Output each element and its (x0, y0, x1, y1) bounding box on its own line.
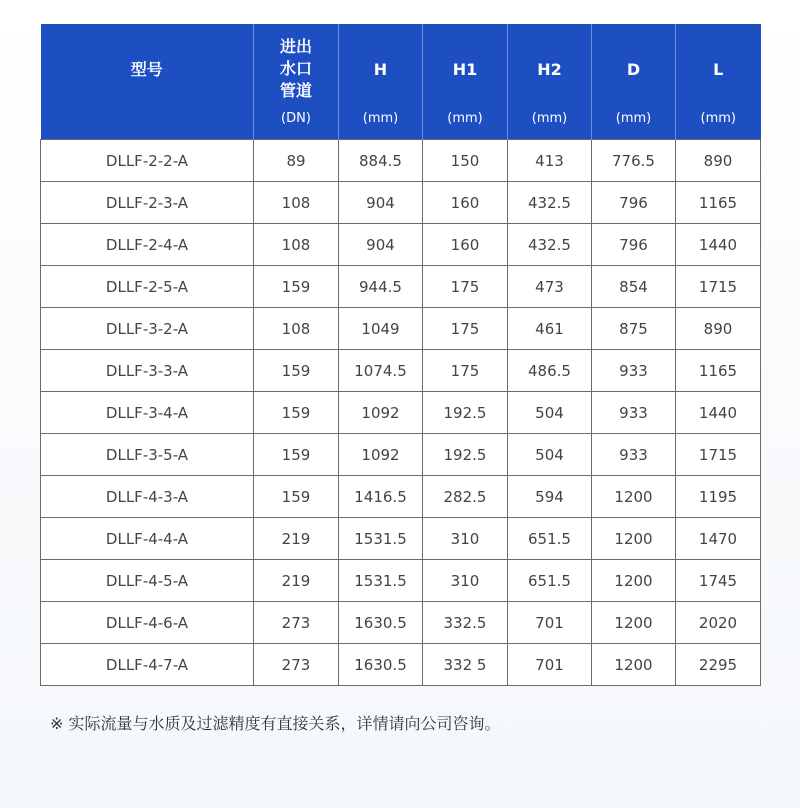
table-cell: 1200 (592, 518, 676, 560)
table-cell: 890 (676, 140, 761, 182)
table-cell: 933 (592, 434, 676, 476)
column-header (676, 24, 761, 140)
table-cell: 192.5 (423, 392, 508, 434)
table-cell: 175 (423, 308, 508, 350)
table-cell: 159 (254, 434, 339, 476)
table-cell: 273 (254, 644, 339, 686)
table-header (41, 24, 761, 140)
table-cell: 1416.5 (339, 476, 423, 518)
table-cell: 282.5 (423, 476, 508, 518)
table-cell: 701 (508, 644, 592, 686)
table-cell: DLLF-2-4-A (41, 224, 254, 266)
table-cell: 875 (592, 308, 676, 350)
table-cell: 854 (592, 266, 676, 308)
table-cell: 1440 (676, 392, 761, 434)
column-header-unit: (mm) (362, 111, 399, 126)
column-header (339, 24, 423, 140)
table-cell: 160 (423, 224, 508, 266)
table-row (41, 644, 761, 686)
column-header-unit: (DN) (281, 111, 311, 126)
table-cell: 776.5 (592, 140, 676, 182)
table-cell: 890 (676, 308, 761, 350)
table-cell: 1715 (676, 266, 761, 308)
column-header (508, 24, 592, 140)
table-cell: 175 (423, 350, 508, 392)
table-cell: 1440 (676, 224, 761, 266)
table-cell: 594 (508, 476, 592, 518)
table-cell: 651.5 (508, 560, 592, 602)
column-header-label: H2 (537, 60, 562, 79)
table-cell: 904 (339, 224, 423, 266)
column-header-label: 型号 (130, 60, 163, 79)
table-cell: 796 (592, 224, 676, 266)
table-cell: 461 (508, 308, 592, 350)
table-row (41, 518, 761, 560)
column-header-unit: (mm) (531, 111, 568, 126)
table-cell: 473 (508, 266, 592, 308)
table-cell: 486.5 (508, 350, 592, 392)
table-row (41, 224, 761, 266)
column-header-label: H1 (452, 60, 478, 79)
table-cell: DLLF-3-3-A (41, 350, 254, 392)
table-cell: 884.5 (339, 140, 423, 182)
table-cell: DLLF-4-3-A (41, 476, 254, 518)
table-cell: 1630.5 (339, 644, 423, 686)
table-cell: 1200 (592, 644, 676, 686)
column-header-unit: (mm) (615, 111, 652, 126)
table-cell: 1745 (676, 560, 761, 602)
table-cell: 1195 (676, 476, 761, 518)
table-cell: 108 (254, 182, 339, 224)
table-cell: DLLF-3-5-A (41, 434, 254, 476)
table-cell: 273 (254, 602, 339, 644)
table-cell: 219 (254, 560, 339, 602)
table-row (41, 266, 761, 308)
table-cell: 89 (254, 140, 339, 182)
table-cell: 504 (508, 434, 592, 476)
table-cell: 1200 (592, 476, 676, 518)
table-cell: 160 (423, 182, 508, 224)
table-cell: 1200 (592, 602, 676, 644)
table-cell: 1531.5 (339, 560, 423, 602)
table-cell: 2020 (676, 602, 761, 644)
table-cell: 175 (423, 266, 508, 308)
table-cell: DLLF-4-4-A (41, 518, 254, 560)
table-cell: 108 (254, 308, 339, 350)
spec-table (40, 24, 761, 686)
footnote: ※ 实际流量与水质及过滤精度有直接关系，详情请向公司咨询。 (50, 714, 501, 733)
table-cell: 1165 (676, 350, 761, 392)
table-cell: 1074.5 (339, 350, 423, 392)
column-header (41, 24, 254, 140)
table-row (41, 392, 761, 434)
table-cell: 413 (508, 140, 592, 182)
table-cell: 1715 (676, 434, 761, 476)
table-cell: 432.5 (508, 224, 592, 266)
table-cell: 504 (508, 392, 592, 434)
table-cell: DLLF-2-2-A (41, 140, 254, 182)
table-cell: DLLF-4-7-A (41, 644, 254, 686)
table-cell: DLLF-4-5-A (41, 560, 254, 602)
table-cell: 150 (423, 140, 508, 182)
table-cell: 933 (592, 392, 676, 434)
table-row (41, 182, 761, 224)
table-cell: 1092 (339, 392, 423, 434)
table-cell: DLLF-3-2-A (41, 308, 254, 350)
table-cell: 432.5 (508, 182, 592, 224)
table-cell: DLLF-2-5-A (41, 266, 254, 308)
table-row (41, 602, 761, 644)
table-row (41, 434, 761, 476)
table-cell: 904 (339, 182, 423, 224)
table-body (41, 140, 761, 686)
column-header-unit: (mm) (700, 111, 736, 126)
column-header (254, 24, 339, 140)
table-row (41, 350, 761, 392)
column-header (592, 24, 676, 140)
table-cell: 1470 (676, 518, 761, 560)
table-cell: 1049 (339, 308, 423, 350)
table-cell: DLLF-2-3-A (41, 182, 254, 224)
table-cell: 332 5 (423, 644, 508, 686)
table-cell: 651.5 (508, 518, 592, 560)
column-header-unit: (mm) (447, 111, 483, 126)
table-cell: 159 (254, 392, 339, 434)
table-cell: 310 (423, 560, 508, 602)
table-cell: 159 (254, 266, 339, 308)
table-row (41, 140, 761, 182)
table-row (41, 308, 761, 350)
table-cell: 332.5 (423, 602, 508, 644)
table-cell: DLLF-4-6-A (41, 602, 254, 644)
table-cell: 2295 (676, 644, 761, 686)
table-row (41, 560, 761, 602)
table-cell: 1531.5 (339, 518, 423, 560)
table-row (41, 476, 761, 518)
table-cell: 933 (592, 350, 676, 392)
column-header-label: D (626, 60, 641, 79)
table-cell: 108 (254, 224, 339, 266)
table-cell: 1165 (676, 182, 761, 224)
column-header-label: 进出 水口 管道 (279, 37, 312, 100)
table-cell: 701 (508, 602, 592, 644)
table-cell: 159 (254, 476, 339, 518)
table-cell: 219 (254, 518, 339, 560)
header-row (41, 24, 761, 140)
table-cell: 944.5 (339, 266, 423, 308)
table-cell: 796 (592, 182, 676, 224)
table-cell: 192.5 (423, 434, 508, 476)
table-cell: 1630.5 (339, 602, 423, 644)
table-cell: 159 (254, 350, 339, 392)
column-header-label: L (713, 60, 724, 79)
table-cell: 1092 (339, 434, 423, 476)
table-cell: 1200 (592, 560, 676, 602)
column-header (423, 24, 508, 140)
table-cell: 310 (423, 518, 508, 560)
column-header-label: H (373, 60, 388, 79)
table-cell: DLLF-3-4-A (41, 392, 254, 434)
